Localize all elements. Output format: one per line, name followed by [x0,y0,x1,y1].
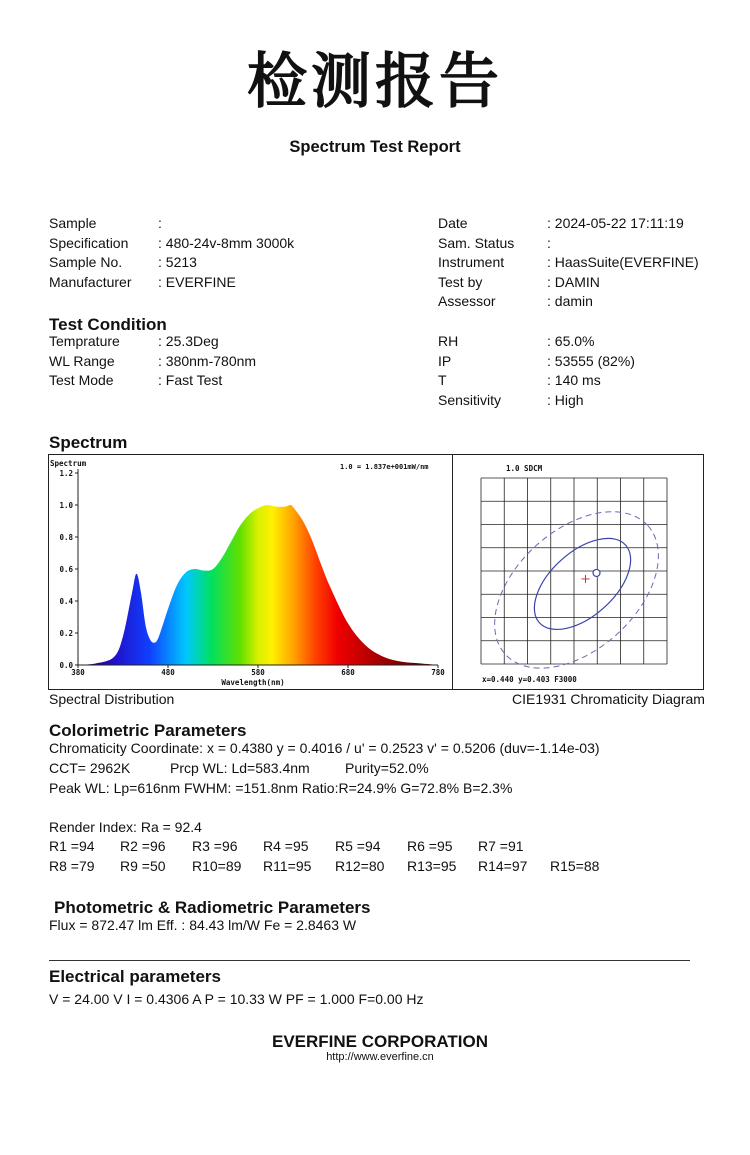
condition-label: Temprature [49,333,120,349]
r-value: R10=89 [192,858,242,874]
photometric-heading: Photometric & Radiometric Parameters [54,898,371,917]
info-label: Assessor [438,293,496,309]
r-value: R6 =95 [407,838,453,854]
condition-value: : 380nm-780nm [158,352,257,369]
condition-row-test-mode [49,371,389,391]
info-value: : 5213 [158,254,197,270]
spectrum-scale-annotation: 1.0 = 1.837e+001mW/nm [340,463,429,471]
info-label: Specification [49,234,129,251]
x-tick-label: 580 [251,668,265,677]
footer-company: EVERFINE CORPORATION [272,1032,488,1051]
condition-label: RH [438,333,459,349]
cie-diagram-caption: CIE1931 Chromaticity Diagram [512,691,705,707]
info-value: : 2024-05-22 17:11:19 [547,215,684,231]
info-value: : [547,234,551,251]
info-row-specification [49,234,389,254]
render-index-row-1 [49,838,699,858]
r-value: R15=88 [550,858,600,874]
x-tick-label: 380 [71,668,85,677]
condition-row-sensitivity [438,391,738,411]
y-tick-label: 0.8 [59,533,73,542]
condition-row-rh [438,332,738,352]
test-condition-left [49,332,389,391]
condition-row-t [438,371,738,391]
info-left [49,214,389,292]
condition-label: Sensitivity [438,391,502,408]
info-right [438,214,738,312]
condition-value: : 53555 (82%) [547,352,635,369]
prcp-wl-value: Prcp WL: Ld=583.4nm [170,760,310,776]
report-title: 检测报告 [247,47,503,117]
x-tick-label: 680 [341,668,355,677]
condition-value: : 65.0% [547,333,595,349]
render-index-row-2 [49,858,699,878]
sdcm-reference-point [593,569,600,576]
info-label: Sample No. [49,254,123,270]
info-row-test-by [438,273,738,293]
r-value: R11=95 [263,858,312,874]
test-condition-right [438,332,738,410]
condition-row-temperature [49,332,389,352]
x-tick-label: 480 [161,668,175,677]
info-label: Test by [438,273,483,290]
info-row-manufacturer [49,273,389,293]
info-value: : 480-24v-8mm 3000k [158,234,295,251]
y-tick-label: 0.4 [59,597,73,606]
y-tick-label: 0.6 [59,565,73,574]
condition-value: : Fast Test [158,372,223,388]
info-value: : EVERFINE [158,273,236,290]
render-index: Render Index: Ra = 92.4 [49,819,202,835]
purity-value: Purity=52.0% [345,760,429,776]
condition-label: T [438,372,447,388]
divider [49,960,690,961]
sdcm-chart-title: 1.0 SDCM [506,464,543,473]
condition-value: : High [547,391,584,408]
r-value: R14=97 [478,858,528,874]
colorimetric-heading: Colorimetric Parameters [49,721,247,740]
r-value: R1 =94 [49,838,95,854]
info-value: : damin [547,293,593,309]
r-value: R13=95 [407,858,457,874]
footer-url: http://www.everfine.cn [326,1051,434,1063]
info-row-date [438,214,738,234]
y-tick-label: 0.2 [59,629,73,638]
condition-value: : 25.3Deg [158,333,219,349]
condition-label: Test Mode [49,372,114,388]
info-label: Manufacturer [49,273,132,290]
r-value: R5 =94 [335,838,381,854]
info-label: Date [438,215,468,231]
r-value: R12=80 [335,858,385,874]
info-value: : DAMIN [547,273,600,290]
info-row-assessor [438,292,738,312]
x-tick-label: 780 [431,668,445,677]
spectrum-heading: Spectrum [49,433,128,452]
test-condition-heading: Test Condition [49,315,167,334]
r-value: R2 =96 [120,838,166,854]
info-row-sample [49,214,389,234]
info-value: : [158,215,162,231]
chromaticity-coordinate: Chromaticity Coordinate: x = 0.4380 y = 0.4016 / u' = 0.2523 v' = 0.5206 (duv=-1.14e-03) [49,740,600,756]
sdcm-coordinate-readout: x=0.440 y=0.403 F3000 [482,675,577,684]
y-tick-label: 0.0 [59,661,73,670]
spectrum-chart-frame [48,454,704,690]
info-row-sam-status [438,234,738,254]
y-tick-label: 1.2 [59,469,73,478]
report-subtitle: Spectrum Test Report [289,138,461,156]
spectrum-chart [48,454,704,690]
y-tick-label: 1.0 [59,501,73,510]
info-label: Sam. Status [438,234,515,251]
spectrum-chart-title: Spectrum [50,459,87,468]
condition-label: IP [438,352,452,369]
spectral-distribution-caption: Spectral Distribution [49,691,175,707]
info-row-sample-no [49,253,389,273]
electrical-values: V = 24.00 V I = 0.4306 A P = 10.33 W PF = 1.000 F=0.00 Hz [49,991,424,1007]
condition-row-wl-range [49,352,389,372]
condition-value: : 140 ms [547,372,601,388]
r-value: R7 =91 [478,838,524,854]
cct-value: CCT= 2962K [49,760,131,776]
x-axis-label: Wavelength(nm) [221,678,285,687]
r-value: R8 =79 [49,858,95,874]
electrical-heading: Electrical parameters [49,967,221,986]
r-value: R3 =96 [192,838,238,854]
photometric-values: Flux = 872.47 lm Eff. : 84.43 lm/W Fe = 2.8463 W [49,917,357,933]
condition-label: WL Range [49,352,115,369]
info-label: Instrument [438,254,505,270]
peak-wl-line: Peak WL: Lp=616nm FWHM: =151.8nm Ratio:R=24.9% G=72.8% B=2.3% [49,780,513,796]
r-value: R4 =95 [263,838,309,854]
condition-row-ip [438,352,738,372]
r-value: R9 =50 [120,858,166,874]
info-row-instrument [438,253,738,273]
info-label: Sample [49,215,97,231]
info-value: : HaasSuite(EVERFINE) [547,254,699,270]
